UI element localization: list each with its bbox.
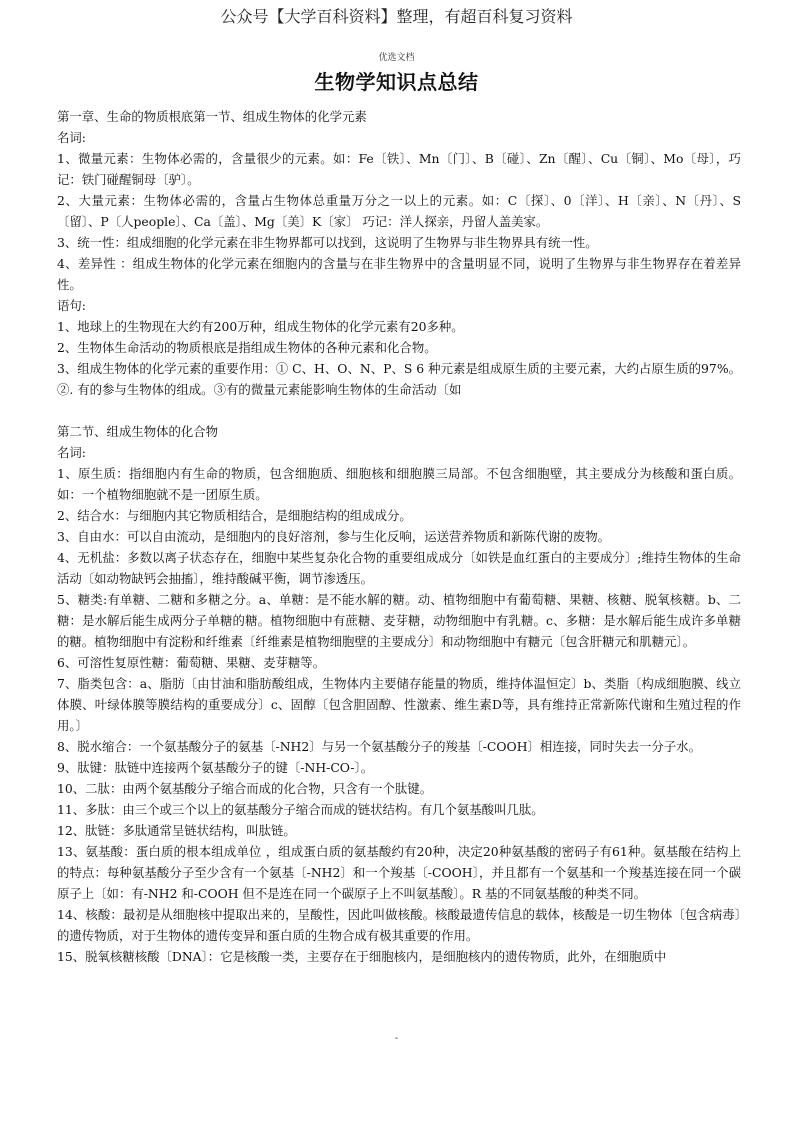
document-body: [57, 106, 741, 967]
term-paragraph: 10、二肽：由两个氨基酸分子缩合而成的化合物，只含有一个肽键。: [57, 781, 433, 796]
sentence-paragraph: 2、生物体生命活动的物质根底是指组成生物体的各种元素和化合物。: [57, 340, 437, 355]
term-paragraph: 14、核酸：最初是从细胞核中提取出来的，呈酸性，因此叫做核酸。核酸最遗传信息的载体，核酸是一切生物体〔包含病毒〕的遗传物质，对于生物体的遗传变异和蛋白质的生物合成有极其重要的作用。: [57, 907, 741, 943]
sentence-paragraph: 3、组成生物体的化学元素的重要作用：① C、H、O、N、P、S 6 种元素是组成原生质的主要元素，大约占原生质的97%。②. 有的参与生物体的组成。③有的微量元素能影响生物体的生命活动〔如: [57, 361, 741, 397]
sentences-label: 语句:: [57, 298, 86, 313]
term-paragraph: 12、肽链：多肽通常呈链状结构，叫肽链。: [57, 823, 296, 838]
term-paragraph: 4、无机盐：多数以离子状态存在，细胞中某些复杂化合物的重要组成成分〔如铁是血红蛋白的主要成分〕;维持生物体的生命活动〔如动物缺钙会抽搐〕，维持酸碱平衡，调节渗透压。: [57, 550, 741, 586]
doc-label: 优选文档: [378, 53, 415, 63]
terms-label: 名词:: [57, 445, 86, 460]
term-paragraph: 9、肽键：肽链中连接两个氨基酸分子的键〔-NH-CO-〕。: [57, 760, 374, 775]
term-paragraph: 2、大量元素：生物体必需的，含量占生物体总重量万分之一以上的元素。如：C〔探〕、0〔洋〕、H〔亲〕、N〔丹〕、S〔留〕、P〔人people〕、Ca〔盖〕、Mg〔美〕K〔家〕 巧记：洋人探亲，丹留人盖美家。: [57, 193, 741, 229]
term-paragraph: 3、统一性：组成细胞的化学元素在非生物界都可以找到，这说明了生物界与非生物界具有统一性。: [57, 235, 598, 250]
term-paragraph: 15、脱氧核糖核酸〔DNA〕：它是核酸一类，主要存在于细胞核内，是细胞核内的遗传物质，此外，在细胞质中: [57, 949, 667, 964]
source-banner: 公众号【大学百科资料】整理，有超百科复习资料: [220, 7, 573, 26]
term-paragraph: 7、脂类包含：a、脂肪〔由甘油和脂肪酸组成，生物体内主要储存能量的物质，维持体温恒定〕b、类脂〔构成细胞膜、线立体膜、叶绿体膜等膜结构的重要成分〕c、固醇〔包含胆固醇、性激素、维生素D等，具有维持正常新陈代谢和生殖过程的作用。〕: [57, 676, 741, 733]
sentence-paragraph: 1、地球上的生物现在大约有200万种，组成生物体的化学元素有20多种。: [57, 319, 464, 334]
term-paragraph: 6、可溶性复原性糖：葡萄糖、果糖、麦芽糖等。: [57, 655, 326, 670]
term-paragraph: 3、自由水：可以自由流动，是细胞内的良好溶剂，参与生化反响，运送营养物质和新陈代谢的废物。: [57, 529, 611, 544]
term-paragraph: 4、差异性 ：组成生物体的化学元素在细胞内的含量与在非生物界中的含量明显不同，说明了生物界与非生物界存在着差异性。: [57, 256, 741, 292]
term-paragraph: 13、氨基酸：蛋白质的根本组成单位 ，组成蛋白质的氨基酸约有20种，决定20种氨基酸的密码子有61种。氨基酸在结构上的特点：每种氨基酸分子至少含有一个氨基〔-NH2〕和一个羧基〔-COOH〕，并且都有一个氨基和一个羧基连接在同一个碳原子上〔如：有-NH2 和-COOH 但不是连在同一个碳原子上不叫氨基酸〕。R 基的不同氨基酸的种类不同。: [57, 844, 741, 901]
term-paragraph: 8、脱水缩合：一个氨基酸分子的氨基〔-NH2〕与另一个氨基酸分子的羧基〔-COOH〕相连接，同时失去一分子水。: [57, 739, 701, 754]
term-paragraph: 1、微量元素：生物体必需的，含量很少的元素。如：Fe〔铁〕、Mn〔门〕、B〔碰〕、Zn〔醒〕、Cu〔铜〕、Mo〔母〕，巧记：铁门碰醒铜母〔驴〕。: [57, 151, 741, 187]
section-gap: [57, 400, 741, 421]
term-paragraph: 5、糖类:有单糖、二糖和多糖之分。a、单糖：是不能水解的糖。动、植物细胞中有葡萄糖、果糖、核糖、脱氧核糖。b、二糖：是水解后能生成两分子单糖的糖。植物细胞中有蔗糖、麦芽糖，动物细胞中有乳糖。c、多糖：是水解后能生成许多单糖的糖。植物细胞中有淀粉和纤维素〔纤维素是植物细胞壁的主要成分〕和动物细胞中有糖元〔包含肝糖元和肌糖元〕。: [57, 592, 741, 649]
term-paragraph: 1、原生质：指细胞内有生命的物质，包含细胞质、细胞核和细胞膜三局部。不包含细胞壁，其主要成分为核酸和蛋白质。如：一个植物细胞就不是一团原生质。: [57, 466, 741, 502]
section-heading: 第一章、生命的物质根底第一节、组成生物体的化学元素: [57, 109, 367, 124]
page-title: 生物学知识点总结: [314, 70, 479, 94]
terms-label: 名词:: [57, 130, 86, 145]
term-paragraph: 2、结合水：与细胞内其它物质相结合，是细胞结构的组成成分。: [57, 508, 412, 523]
page-footer-mark: -: [394, 1033, 399, 1044]
section-heading: 第二节、组成生物体的化合物: [57, 424, 219, 439]
term-paragraph: 11、多肽：由三个或三个以上的氨基酸分子缩合而成的链状结构。有几个氨基酸叫几肽。: [57, 802, 544, 817]
